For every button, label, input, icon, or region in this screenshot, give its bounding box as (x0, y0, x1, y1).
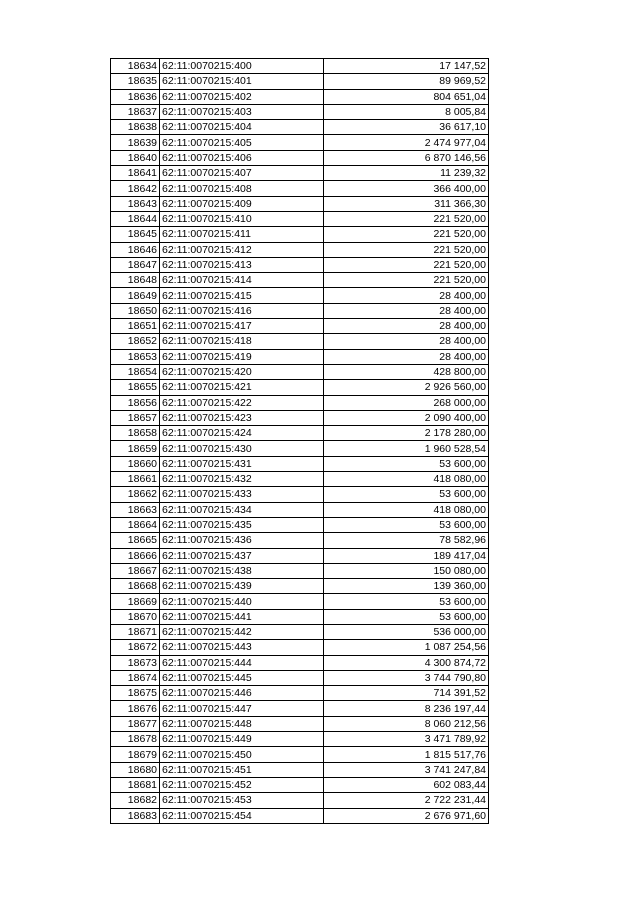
value-cell: 11 239,32 (324, 166, 489, 181)
table-row (111, 517, 489, 532)
value-cell: 53 600,00 (324, 594, 489, 609)
row-number-cell: 18659 (111, 441, 160, 456)
cadastral-number-cell: 62:11:0070215:441 (160, 609, 324, 624)
table-row (111, 579, 489, 594)
cadastral-number-cell: 62:11:0070215:443 (160, 640, 324, 655)
value-cell: 804 651,04 (324, 89, 489, 104)
row-number-cell: 18666 (111, 548, 160, 563)
table-row (111, 74, 489, 89)
value-cell: 28 400,00 (324, 319, 489, 334)
cadastral-number-cell: 62:11:0070215:414 (160, 273, 324, 288)
row-number-cell: 18678 (111, 732, 160, 747)
row-number-cell: 18653 (111, 349, 160, 364)
row-number-cell: 18640 (111, 150, 160, 165)
cadastral-number-cell: 62:11:0070215:452 (160, 777, 324, 792)
row-number-cell: 18656 (111, 395, 160, 410)
value-cell: 1 815 517,76 (324, 747, 489, 762)
row-number-cell: 18647 (111, 257, 160, 272)
value-cell: 221 520,00 (324, 273, 489, 288)
row-number-cell: 18665 (111, 533, 160, 548)
value-cell: 3 741 247,84 (324, 762, 489, 777)
row-number-cell: 18657 (111, 410, 160, 425)
cadastral-number-cell: 62:11:0070215:420 (160, 364, 324, 379)
value-cell: 2 090 400,00 (324, 410, 489, 425)
cadastral-number-cell: 62:11:0070215:401 (160, 74, 324, 89)
table-row (111, 670, 489, 685)
row-number-cell: 18661 (111, 472, 160, 487)
table-body (111, 59, 489, 824)
row-number-cell: 18655 (111, 380, 160, 395)
cadastral-number-cell: 62:11:0070215:410 (160, 211, 324, 226)
table-row (111, 624, 489, 639)
value-cell: 53 600,00 (324, 609, 489, 624)
value-cell: 8 236 197,44 (324, 701, 489, 716)
value-cell: 6 870 146,56 (324, 150, 489, 165)
table-row (111, 747, 489, 762)
cadastral-number-cell: 62:11:0070215:409 (160, 196, 324, 211)
cadastral-number-cell: 62:11:0070215:435 (160, 517, 324, 532)
cadastral-number-cell: 62:11:0070215:408 (160, 181, 324, 196)
table-row (111, 319, 489, 334)
cadastral-number-cell: 62:11:0070215:421 (160, 380, 324, 395)
value-cell: 3 744 790,80 (324, 670, 489, 685)
table-row (111, 104, 489, 119)
table-row (111, 303, 489, 318)
row-number-cell: 18648 (111, 273, 160, 288)
cadastral-number-cell: 62:11:0070215:451 (160, 762, 324, 777)
row-number-cell: 18638 (111, 120, 160, 135)
cadastral-number-cell: 62:11:0070215:430 (160, 441, 324, 456)
value-cell: 602 083,44 (324, 777, 489, 792)
value-cell: 8 005,84 (324, 104, 489, 119)
cadastral-number-cell: 62:11:0070215:438 (160, 563, 324, 578)
cadastral-number-cell: 62:11:0070215:449 (160, 732, 324, 747)
value-cell: 189 417,04 (324, 548, 489, 563)
value-cell: 221 520,00 (324, 211, 489, 226)
cadastral-number-cell: 62:11:0070215:453 (160, 793, 324, 808)
table-row (111, 456, 489, 471)
table-row (111, 594, 489, 609)
cadastral-number-cell: 62:11:0070215:445 (160, 670, 324, 685)
cadastral-number-cell: 62:11:0070215:402 (160, 89, 324, 104)
row-number-cell: 18649 (111, 288, 160, 303)
cadastral-number-cell: 62:11:0070215:439 (160, 579, 324, 594)
value-cell: 1 960 528,54 (324, 441, 489, 456)
row-number-cell: 18677 (111, 716, 160, 731)
row-number-cell: 18675 (111, 686, 160, 701)
row-number-cell: 18654 (111, 364, 160, 379)
table-row (111, 533, 489, 548)
cadastral-number-cell: 62:11:0070215:405 (160, 135, 324, 150)
value-cell: 221 520,00 (324, 227, 489, 242)
row-number-cell: 18658 (111, 426, 160, 441)
table-row (111, 655, 489, 670)
value-cell: 221 520,00 (324, 257, 489, 272)
row-number-cell: 18651 (111, 319, 160, 334)
table-row (111, 227, 489, 242)
cadastral-number-cell: 62:11:0070215:431 (160, 456, 324, 471)
cadastral-number-cell: 62:11:0070215:415 (160, 288, 324, 303)
value-cell: 221 520,00 (324, 242, 489, 257)
row-number-cell: 18650 (111, 303, 160, 318)
cadastral-number-cell: 62:11:0070215:446 (160, 686, 324, 701)
cadastral-number-cell: 62:11:0070215:423 (160, 410, 324, 425)
row-number-cell: 18641 (111, 166, 160, 181)
table-row (111, 120, 489, 135)
cadastral-number-cell: 62:11:0070215:440 (160, 594, 324, 609)
cadastral-number-cell: 62:11:0070215:412 (160, 242, 324, 257)
table-row (111, 487, 489, 502)
cadastral-number-cell: 62:11:0070215:416 (160, 303, 324, 318)
cadastral-number-cell: 62:11:0070215:444 (160, 655, 324, 670)
table-row (111, 609, 489, 624)
cadastral-value-table (110, 58, 489, 824)
table-row (111, 288, 489, 303)
table-row (111, 563, 489, 578)
row-number-cell: 18670 (111, 609, 160, 624)
table-row (111, 242, 489, 257)
table-row (111, 777, 489, 792)
table-row (111, 349, 489, 364)
cadastral-number-cell: 62:11:0070215:400 (160, 59, 324, 74)
value-cell: 2 926 560,00 (324, 380, 489, 395)
table-row (111, 89, 489, 104)
cadastral-number-cell: 62:11:0070215:448 (160, 716, 324, 731)
table-row (111, 257, 489, 272)
cadastral-number-cell: 62:11:0070215:442 (160, 624, 324, 639)
row-number-cell: 18664 (111, 517, 160, 532)
row-number-cell: 18645 (111, 227, 160, 242)
value-cell: 366 400,00 (324, 181, 489, 196)
value-cell: 2 722 231,44 (324, 793, 489, 808)
value-cell: 428 800,00 (324, 364, 489, 379)
cadastral-number-cell: 62:11:0070215:419 (160, 349, 324, 364)
value-cell: 714 391,52 (324, 686, 489, 701)
row-number-cell: 18634 (111, 59, 160, 74)
row-number-cell: 18636 (111, 89, 160, 104)
table-row (111, 502, 489, 517)
value-cell: 311 366,30 (324, 196, 489, 211)
table-row (111, 410, 489, 425)
row-number-cell: 18643 (111, 196, 160, 211)
table-row (111, 211, 489, 226)
table-row (111, 640, 489, 655)
table-row (111, 762, 489, 777)
value-cell: 418 080,00 (324, 472, 489, 487)
cadastral-number-cell: 62:11:0070215:404 (160, 120, 324, 135)
row-number-cell: 18679 (111, 747, 160, 762)
row-number-cell: 18639 (111, 135, 160, 150)
row-number-cell: 18676 (111, 701, 160, 716)
value-cell: 2 474 977,04 (324, 135, 489, 150)
value-cell: 17 147,52 (324, 59, 489, 74)
row-number-cell: 18680 (111, 762, 160, 777)
value-cell: 4 300 874,72 (324, 655, 489, 670)
table-row (111, 426, 489, 441)
row-number-cell: 18671 (111, 624, 160, 639)
value-cell: 8 060 212,56 (324, 716, 489, 731)
cadastral-number-cell: 62:11:0070215:403 (160, 104, 324, 119)
value-cell: 28 400,00 (324, 349, 489, 364)
value-cell: 53 600,00 (324, 487, 489, 502)
table-row (111, 59, 489, 74)
row-number-cell: 18660 (111, 456, 160, 471)
cadastral-number-cell: 62:11:0070215:432 (160, 472, 324, 487)
value-cell: 36 617,10 (324, 120, 489, 135)
cadastral-number-cell: 62:11:0070215:411 (160, 227, 324, 242)
table-row (111, 395, 489, 410)
row-number-cell: 18644 (111, 211, 160, 226)
value-cell: 536 000,00 (324, 624, 489, 639)
row-number-cell: 18682 (111, 793, 160, 808)
table-row (111, 472, 489, 487)
row-number-cell: 18662 (111, 487, 160, 502)
row-number-cell: 18652 (111, 334, 160, 349)
table-row (111, 793, 489, 808)
cadastral-number-cell: 62:11:0070215:450 (160, 747, 324, 762)
cadastral-number-cell: 62:11:0070215:434 (160, 502, 324, 517)
row-number-cell: 18681 (111, 777, 160, 792)
cadastral-number-cell: 62:11:0070215:424 (160, 426, 324, 441)
cadastral-number-cell: 62:11:0070215:454 (160, 808, 324, 823)
cadastral-number-cell: 62:11:0070215:417 (160, 319, 324, 334)
row-number-cell: 18672 (111, 640, 160, 655)
cadastral-number-cell: 62:11:0070215:418 (160, 334, 324, 349)
value-cell: 268 000,00 (324, 395, 489, 410)
table-row (111, 334, 489, 349)
row-number-cell: 18667 (111, 563, 160, 578)
row-number-cell: 18669 (111, 594, 160, 609)
table-row (111, 380, 489, 395)
row-number-cell: 18674 (111, 670, 160, 685)
cadastral-number-cell: 62:11:0070215:406 (160, 150, 324, 165)
table-row (111, 701, 489, 716)
value-cell: 28 400,00 (324, 288, 489, 303)
cadastral-number-cell: 62:11:0070215:436 (160, 533, 324, 548)
table-row (111, 548, 489, 563)
table-row (111, 732, 489, 747)
row-number-cell: 18637 (111, 104, 160, 119)
row-number-cell: 18673 (111, 655, 160, 670)
value-cell: 1 087 254,56 (324, 640, 489, 655)
value-cell: 89 969,52 (324, 74, 489, 89)
cadastral-number-cell: 62:11:0070215:407 (160, 166, 324, 181)
value-cell: 53 600,00 (324, 517, 489, 532)
table-row (111, 716, 489, 731)
table-row (111, 808, 489, 823)
cadastral-number-cell: 62:11:0070215:433 (160, 487, 324, 502)
value-cell: 150 080,00 (324, 563, 489, 578)
cadastral-number-cell: 62:11:0070215:437 (160, 548, 324, 563)
value-cell: 2 676 971,60 (324, 808, 489, 823)
table-row (111, 441, 489, 456)
cadastral-number-cell: 62:11:0070215:422 (160, 395, 324, 410)
row-number-cell: 18642 (111, 181, 160, 196)
value-cell: 53 600,00 (324, 456, 489, 471)
value-cell: 139 360,00 (324, 579, 489, 594)
row-number-cell: 18663 (111, 502, 160, 517)
table-row (111, 181, 489, 196)
table-row (111, 686, 489, 701)
value-cell: 418 080,00 (324, 502, 489, 517)
cadastral-number-cell: 62:11:0070215:447 (160, 701, 324, 716)
value-cell: 28 400,00 (324, 303, 489, 318)
table-row (111, 364, 489, 379)
table-row (111, 150, 489, 165)
row-number-cell: 18635 (111, 74, 160, 89)
row-number-cell: 18683 (111, 808, 160, 823)
value-cell: 2 178 280,00 (324, 426, 489, 441)
value-cell: 3 471 789,92 (324, 732, 489, 747)
value-cell: 78 582,96 (324, 533, 489, 548)
table-row (111, 196, 489, 211)
cadastral-number-cell: 62:11:0070215:413 (160, 257, 324, 272)
row-number-cell: 18668 (111, 579, 160, 594)
table-row (111, 166, 489, 181)
table-row (111, 135, 489, 150)
table-row (111, 273, 489, 288)
value-cell: 28 400,00 (324, 334, 489, 349)
row-number-cell: 18646 (111, 242, 160, 257)
